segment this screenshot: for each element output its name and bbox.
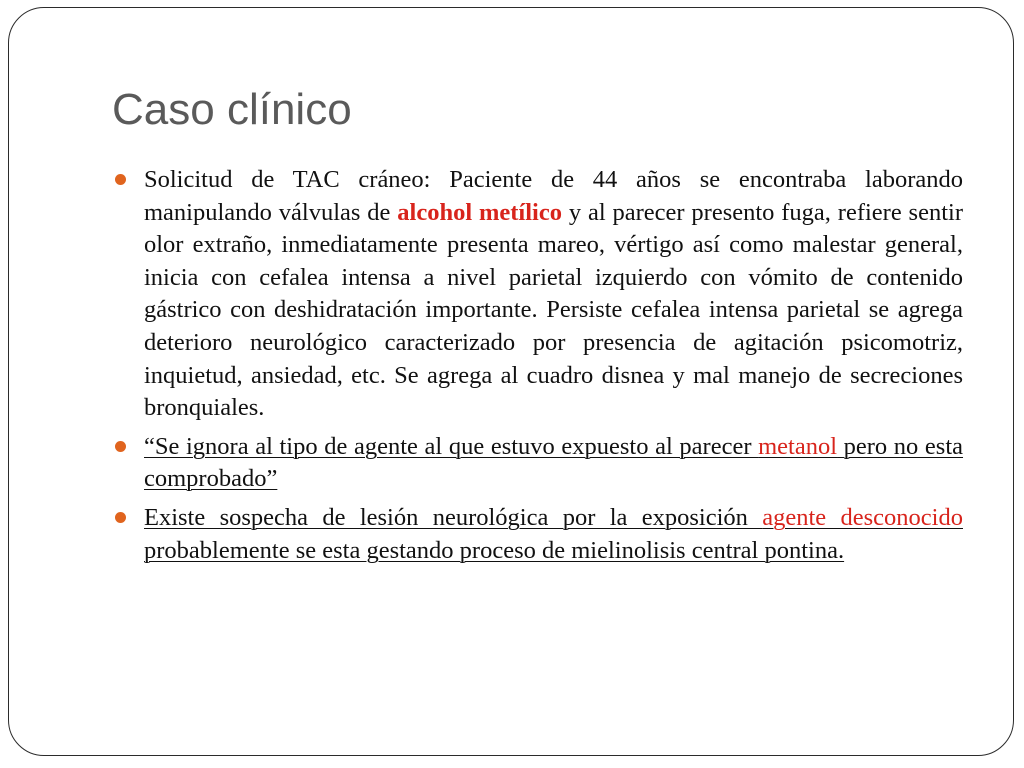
bullet-dot-icon	[115, 174, 126, 185]
bullet-item-suspected-lesion	[115, 502, 963, 567]
bullet-dot-icon	[115, 512, 126, 523]
bullet-item-unknown-agent	[115, 431, 963, 496]
bullet-dot-icon	[115, 441, 126, 452]
highlight-metanol: metanol	[758, 432, 838, 460]
slide-title: Caso clínico	[112, 85, 352, 134]
bullet-text-before: Solicitud de TAC cráneo: Paciente de 44 años se encontraba laborando manipulando válvulas de	[144, 166, 963, 226]
bullet-text-after: probablemente se esta gestando proceso de mielinolisis central pontina.	[144, 536, 845, 564]
bullet-item-case-description	[115, 164, 963, 425]
highlight-agente-desconocido: agente desconocido	[762, 503, 963, 531]
bullet-text-after: pero no esta comprobado”	[144, 432, 964, 493]
bullet-text-before: Existe sospecha de lesión neurológica por la exposición	[144, 503, 763, 531]
bullet-text-before: “Se ignora al tipo de agente al que estuvo expuesto al parecer	[144, 432, 759, 460]
bullet-text-after: y al parecer presento fuga, refiere sentir olor extraño, inmediatamente presenta mareo, vértigo así como malestar general, inicia con cefalea intensa a nivel parietal izquierdo con vómito de contenido gástrico con deshidratación importante. Persiste cefalea intensa parietal se agrega deterioro neurológico caracterizado por presencia de agitación psicomotriz, inquietud, ansiedad, etc. Se agrega al cuadro disnea y mal manejo de secreciones bronquiales.	[144, 198, 963, 422]
bullet-list	[115, 164, 963, 573]
highlight-alcohol-metilico: alcohol metílico	[397, 198, 562, 226]
